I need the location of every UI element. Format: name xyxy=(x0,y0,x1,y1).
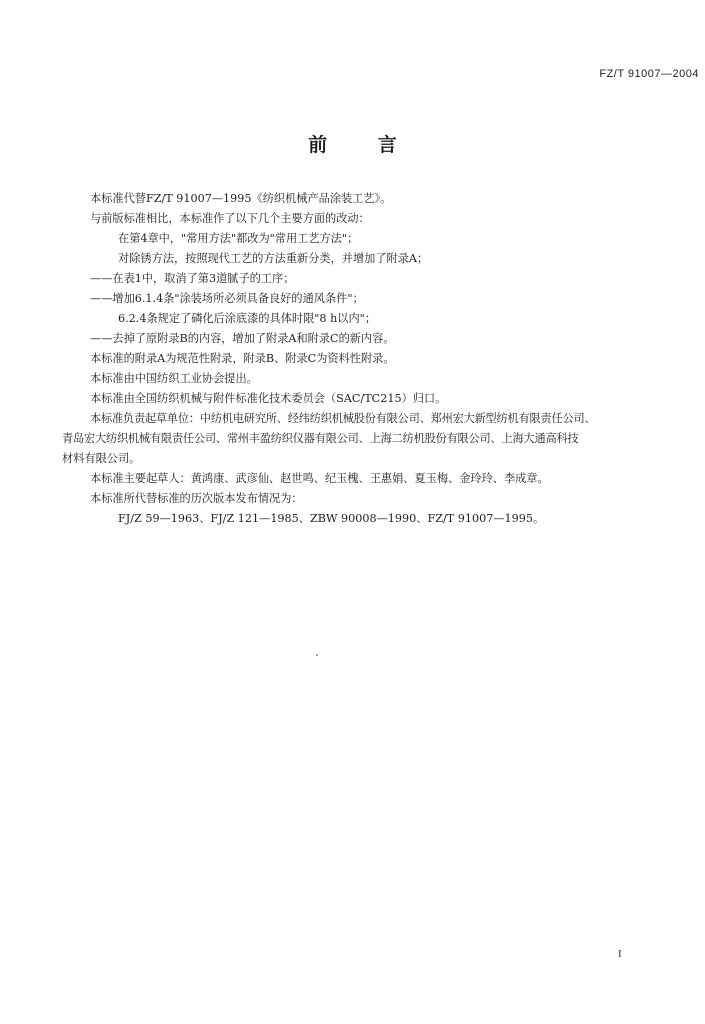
paragraph-line: 与前版标准相比，本标准作了以下几个主要方面的改动： xyxy=(90,212,370,225)
paragraph-line: 本标准负责起草单位：中纺机电研究所、经纬纺织机械股份有限公司、郑州宏大新型纺机有限责任公司、 xyxy=(90,412,596,425)
paragraph-line: 本标准主要起草人：黄鸿康、武彦仙、赵世鸣、纪玉槐、王惠娟、夏玉梅、金玲玲、李成章。 xyxy=(90,472,549,485)
paragraph-line: ——去掉了原附录B的内容，增加了附录A和附录C的新内容。 xyxy=(90,332,395,345)
paragraph-line: 本标准的附录A为规范性附录，附录B、附录C为资料性附录。 xyxy=(90,352,395,365)
standard-code: FZ/T 91007—2004 xyxy=(599,68,699,80)
paragraph-line: FJ/Z 59—1963、FJ/Z 121—1985、ZBW 90008—1990、FZ/T 91007—1995。 xyxy=(118,512,545,525)
paragraph-line: 在第4章中，"常用方法"都改为"常用工艺方法"； xyxy=(118,232,359,245)
paragraph-line: ——在表1中，取消了第3道腻子的工序； xyxy=(90,272,295,285)
paragraph-line: ——增加6.1.4条"涂装场所必须具备良好的通风条件"； xyxy=(90,292,364,305)
paragraph-line: 本标准由中国纺织工业协会提出。 xyxy=(90,372,258,385)
page-number: I xyxy=(618,948,622,960)
scan-speck xyxy=(316,654,318,656)
paragraph-line: 青岛宏大纺织机械有限责任公司、常州丰盈纺织仪器有限公司、上海二纺机股份有限公司、上海大通高科技 xyxy=(62,432,579,445)
paragraph-line: 材料有限公司。 xyxy=(62,452,141,465)
paragraph-line: 对除锈方法，按照现代工艺的方法重新分类，并增加了附录A； xyxy=(118,252,429,265)
page-title: 前 言 xyxy=(308,134,419,156)
paragraph-line: 本标准由全国纺织机械与附件标准化技术委员会（SAC/TC215）归口。 xyxy=(90,392,447,405)
paragraph-line: 本标准所代替标准的历次版本发布情况为： xyxy=(90,492,303,505)
paragraph-line: 6.2.4条规定了磷化后涂底漆的具体时限"8 h以内"； xyxy=(118,312,377,325)
paragraph-line: 本标准代替FZ/T 91007—1995《纺织机械产品涂装工艺》。 xyxy=(90,192,392,205)
